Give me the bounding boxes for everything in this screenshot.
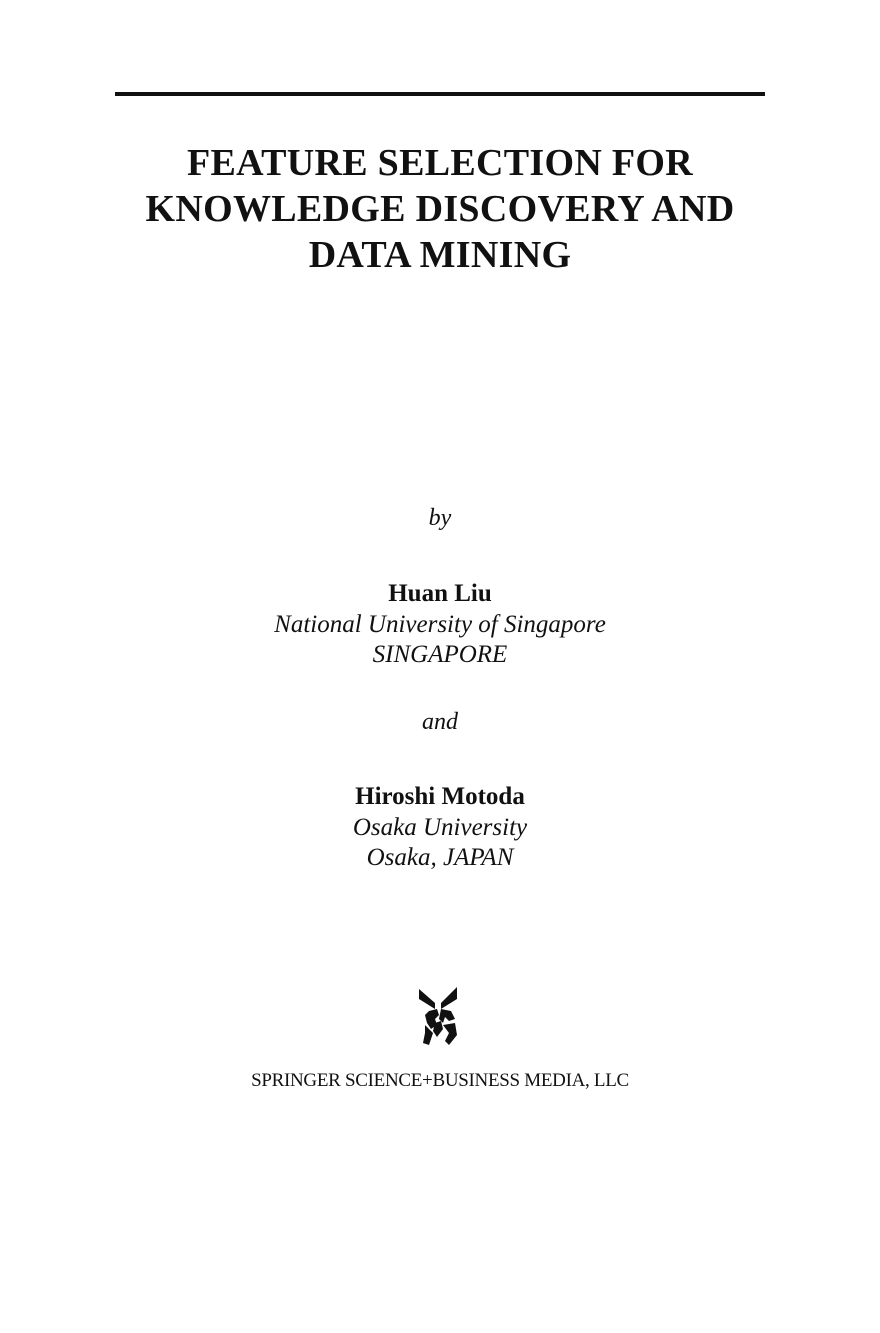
title-line-1: FEATURE SELECTION FOR (186, 142, 693, 184)
author-name-2: Hiroshi Motoda (355, 783, 525, 810)
author-block-1 (0, 578, 880, 670)
author-location-1: SINGAPORE (372, 641, 508, 668)
author-affiliation-1: National University of Singapore (274, 611, 606, 638)
and-label: and (422, 709, 458, 735)
top-rule-divider (115, 92, 765, 96)
by-label: by (428, 505, 452, 531)
publisher-name: SPRINGER SCIENCE+BUSINESS MEDIA, LLC (251, 1070, 629, 1091)
book-title (0, 140, 880, 278)
title-line-3: DATA MINING (308, 234, 572, 276)
title-line-2: KNOWLEDGE DISCOVERY AND (145, 188, 735, 230)
author-affiliation-2: Osaka University (352, 814, 528, 841)
author-location-2: Osaka, JAPAN (366, 844, 514, 871)
author-block-2 (0, 781, 880, 873)
springer-horse-logo-icon (415, 985, 461, 1047)
author-name-1: Huan Liu (388, 580, 492, 607)
